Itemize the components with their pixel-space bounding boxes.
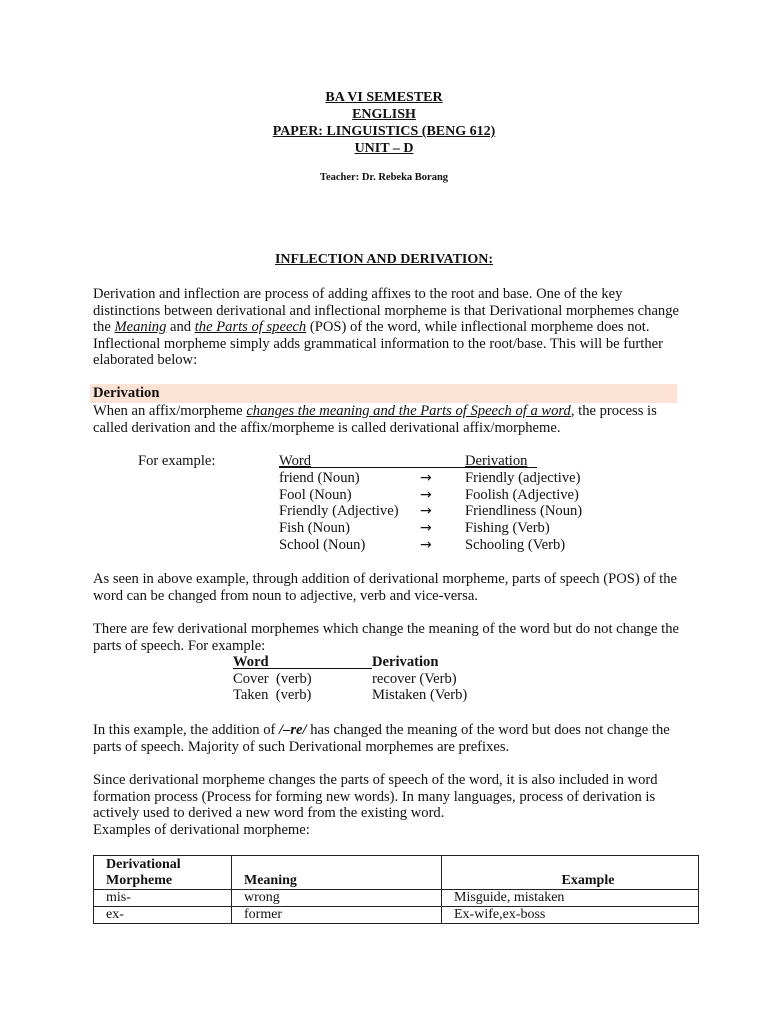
example-derivation: Fishing (Verb) — [465, 520, 550, 536]
table-cell-morpheme: ex- — [94, 907, 232, 924]
word-column-header-2: Word — [233, 654, 269, 670]
derivation-heading: Derivation — [93, 385, 160, 401]
derivation-text-2: , the process is called derivation and the affix/morpheme is called derivational affix/morpheme. — [93, 403, 657, 436]
intro-text-1: Derivation and inflection are process of adding affixes to the root and base. One of the key distinctions between derivational and inflectional morpheme is that Derivational morphemes change the — [93, 286, 680, 336]
re-prefix-emphasis: /–re/ — [279, 722, 307, 738]
example-word: Fish (Noun) — [279, 520, 350, 536]
table-row — [94, 907, 699, 924]
intro-text-2: (POS) of the word, while inflectional morpheme does not. Inflectional morpheme simply adds grammatical information to the root/base. This will be further elaborated below: — [93, 319, 663, 369]
example-word: School (Noun) — [279, 537, 366, 553]
arrow-icon: → — [420, 520, 432, 536]
example-word: Friendly (Adjective) — [279, 503, 399, 519]
derivation-header-underline — [459, 467, 537, 468]
example2-word: Taken (verb) — [233, 687, 312, 703]
derivation-column-header: Derivation — [465, 453, 528, 469]
arrow-icon: → — [420, 487, 432, 503]
word-header-underline-2 — [233, 668, 372, 669]
teacher-line: Teacher: Dr. Rebeka Borang — [319, 172, 449, 183]
paper-heading: PAPER: LINGUISTICS (BENG 612) — [272, 124, 496, 139]
intro-paragraph — [93, 286, 683, 369]
word-header-underline — [279, 467, 459, 468]
table-header-example: Example — [442, 856, 699, 890]
table-cell-meaning: former — [232, 907, 442, 924]
table-cell-example: Ex-wife,ex-boss — [442, 907, 699, 924]
arrow-icon: → — [420, 470, 432, 486]
example-word: Fool (Noun) — [279, 487, 352, 503]
examples-intro: Examples of derivational morpheme: — [93, 822, 310, 838]
derivation-paragraph — [93, 403, 683, 436]
meaning-emphasis: Meaning — [114, 319, 167, 336]
table-row — [94, 890, 699, 907]
word-column-header: Word — [279, 453, 312, 469]
semester-heading: BA VI SEMESTER — [325, 90, 443, 105]
table-header-row — [94, 856, 699, 890]
derivation-column-header-2: Derivation — [372, 654, 439, 670]
example-derivation: Schooling (Verb) — [465, 537, 566, 553]
section-title: INFLECTION AND DERIVATION: — [274, 252, 494, 267]
derivation-highlight-bar — [90, 384, 677, 403]
table-header-meaning: Meaning — [232, 856, 442, 890]
example2-derivation: recover (Verb) — [372, 671, 457, 687]
pos-paragraph: As seen in above example, through addition of derivational morpheme, parts of speech (POS) of the word can be changed from noun to adjective, verb and vice-versa. — [93, 571, 677, 604]
derivational-morpheme-table — [93, 855, 699, 924]
table-header-morpheme: Derivational Morpheme — [94, 856, 232, 890]
re-text-2: has changed the meaning of the word but does not change the parts of speech. Majority of such Derivational morphemes are prefixes. — [93, 722, 670, 755]
example-derivation: Friendliness (Noun) — [465, 503, 583, 519]
few-morphemes-paragraph: There are few derivational morphemes which change the meaning of the word but do not change the parts of speech. For example: — [93, 621, 679, 654]
example-word: friend (Noun) — [279, 470, 360, 486]
subject-heading: ENGLISH — [352, 107, 416, 122]
word-formation-paragraph: Since derivational morpheme changes the parts of speech of the word, it is also included in word formation process (Process for forming new words). In many languages, process of derivation is actively used to derived a new word from the existing word. — [93, 772, 658, 822]
unit-heading: UNIT – D — [354, 141, 414, 156]
example2-derivation: Mistaken (Verb) — [372, 687, 468, 703]
table-cell-morpheme: mis- — [94, 890, 232, 907]
intro-and: and — [166, 319, 195, 336]
re-prefix-paragraph — [93, 722, 683, 755]
derivation-emphasis: changes the meaning and the Parts of Speech of a word — [246, 403, 571, 419]
example-derivation: Foolish (Adjective) — [465, 487, 579, 503]
example2-word: Cover (verb) — [233, 671, 312, 687]
derivation-text-1: When an affix/morpheme — [93, 403, 247, 419]
arrow-icon: → — [420, 503, 432, 519]
re-text-1: In this example, the addition of — [93, 722, 280, 738]
example-intro-label: For example: — [138, 453, 216, 469]
parts-of-speech-emphasis: the Parts of speech — [194, 319, 307, 336]
table-cell-example: Misguide, mistaken — [442, 890, 699, 907]
table-cell-meaning: wrong — [232, 890, 442, 907]
arrow-icon: → — [420, 537, 432, 553]
example-derivation: Friendly (adjective) — [465, 470, 581, 486]
